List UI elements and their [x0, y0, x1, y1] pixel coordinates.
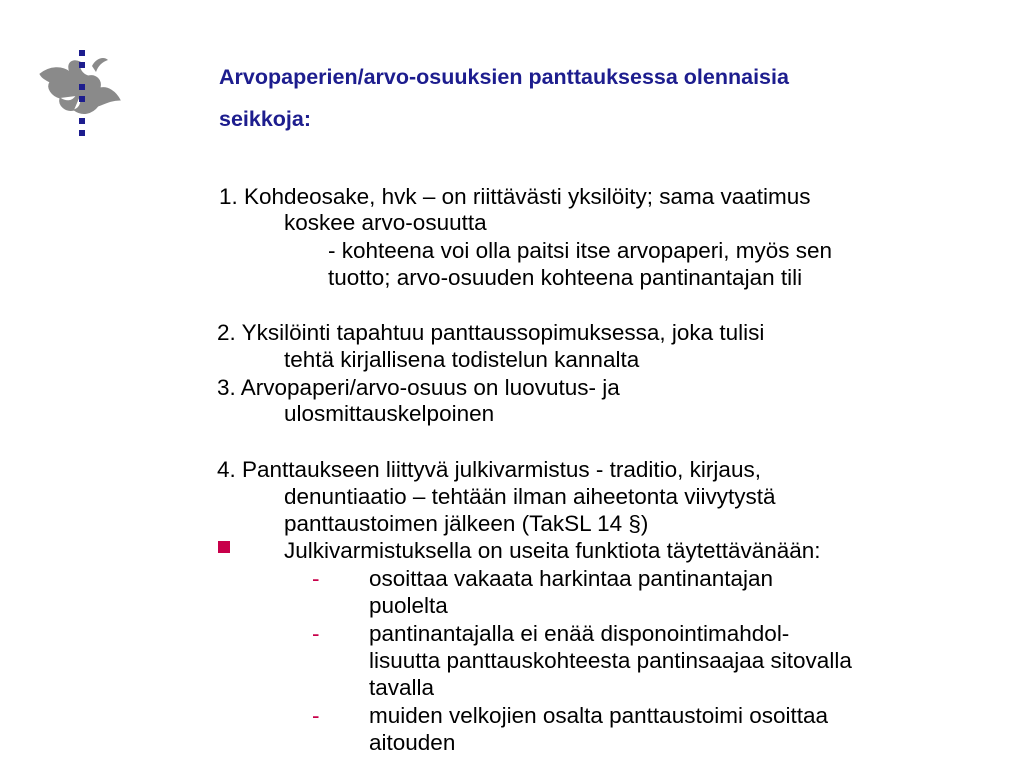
- item-2-line: 2. Yksilöinti tapahtuu panttaussopimuksessa, joka tulisi: [217, 320, 765, 345]
- sub-bullet-line: muiden velkojien osalta panttaustoimi osoittaa: [369, 703, 829, 728]
- item-2-line: tehtä kirjallisena todistelun kannalta: [284, 347, 640, 372]
- sub-bullet-line: tavalla: [369, 675, 435, 700]
- sub-bullet-line: pantinantajalla ei enää disponointimahdol-: [369, 621, 790, 646]
- item-3-line: 3. Arvopaperi/arvo-osuus on luovutus- ja: [217, 375, 620, 400]
- sub-bullet-line: aitouden: [369, 730, 456, 755]
- sub-bullet-line: osoittaa vakaata harkintaa pantinantajan: [369, 566, 774, 591]
- item-1-subline: - kohteena voi olla paitsi itse arvopaperi, myös sen: [328, 238, 833, 263]
- item-1-line: koskee arvo-osuutta: [284, 210, 487, 235]
- item-4-line: 4. Panttaukseen liittyvä julkivarmistus - traditio, kirjaus,: [217, 457, 761, 482]
- slide-title-line: seikkoja:: [219, 107, 312, 131]
- bullet-square-icon: [218, 541, 230, 553]
- sub-bullet-line: lisuutta panttauskohteesta pantinsaajaa sitovalla: [369, 648, 852, 673]
- slide-title-line: Arvopaperien/arvo-osuuksien panttauksessa olennaisia: [219, 65, 789, 89]
- sub-bullet-line: puolelta: [369, 593, 448, 618]
- item-3-line: ulosmittauskelpoinen: [284, 401, 495, 426]
- item-4-line: panttaustoimen jälkeen (TakSL 14 §): [284, 511, 649, 536]
- dash-bullet-icon: -: [312, 703, 320, 728]
- dash-bullet-icon: -: [312, 621, 320, 646]
- item-1-line: 1. Kohdeosake, hvk – on riittävästi yksilöity; sama vaatimus: [219, 184, 811, 209]
- item-1-subline: tuotto; arvo-osuuden kohteena pantinantajan tili: [328, 265, 803, 290]
- item-4-line: denuntiaatio – tehtään ilman aiheetonta viivytystä: [284, 484, 776, 509]
- bullet-text: Julkivarmistuksella on useita funktiota täytettävänään:: [284, 538, 821, 563]
- dash-bullet-icon: -: [312, 566, 320, 591]
